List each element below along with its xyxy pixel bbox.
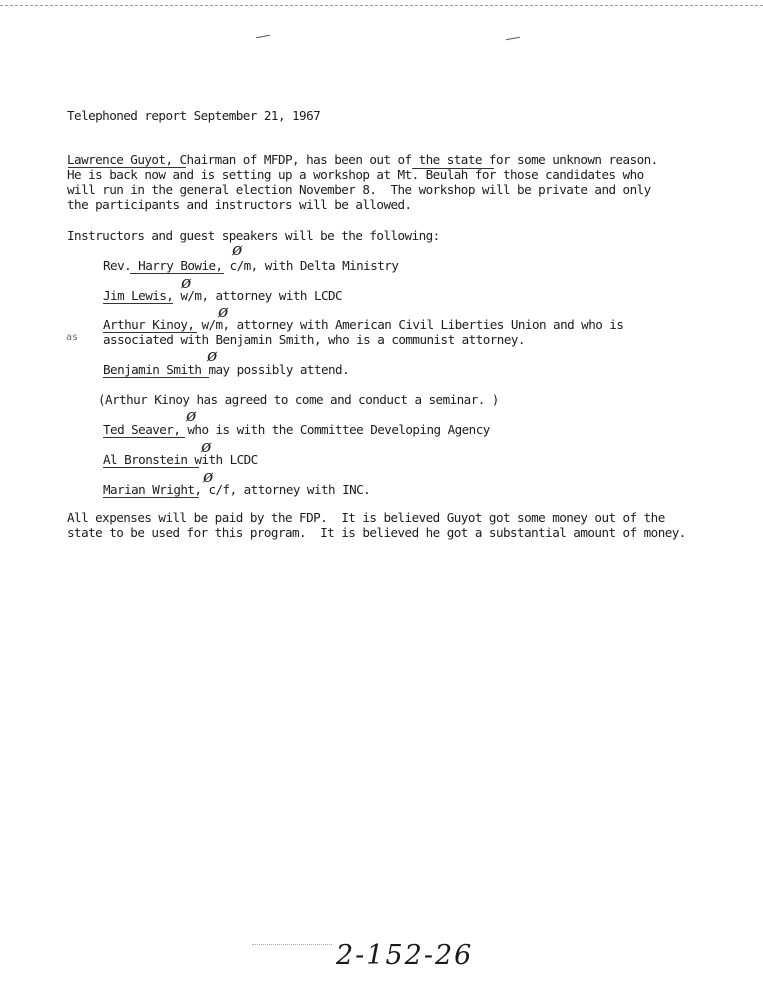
underline-bronstein	[103, 467, 199, 468]
entry-kinoy-note: (Arthur Kinoy has agreed to come and conduct a seminar. )	[98, 392, 499, 407]
handwritten-mark: ø	[207, 346, 218, 366]
handwritten-mark: ø	[218, 302, 229, 322]
entry-bronstein: Al Bronstein with LCDC	[103, 452, 258, 467]
underline-kinoy	[103, 332, 197, 333]
entry-lewis: Jim Lewis, w/m, attorney with LCDC	[103, 288, 343, 303]
scan-mark	[506, 37, 520, 40]
handwritten-mark: ø	[203, 467, 214, 487]
handwritten-mark: ø	[181, 273, 192, 293]
entry-wright: Marian Wright, c/f, attorney with INC.	[103, 482, 371, 497]
handwritten-mark: ø	[186, 406, 197, 426]
underline-lewis	[103, 303, 173, 304]
top-border	[0, 5, 763, 6]
entry-smith: Benjamin Smith may possibly attend.	[103, 362, 350, 377]
report-header: Telephoned report September 21, 1967	[67, 108, 321, 123]
file-number: 2-152-26	[336, 940, 474, 971]
underline-bowie	[130, 273, 224, 274]
underline-beulah	[412, 168, 494, 169]
entry-kinoy-line2: associated with Benjamin Smith, who is a communist attorney.	[103, 332, 525, 347]
entry-kinoy-line1: Arthur Kinoy, w/m, attorney with American Civil Liberties Union and who is	[103, 317, 624, 332]
intro-line: He is back now and is setting up a workshop at Mt. Beulah for those candidates who	[67, 167, 644, 182]
underline-seaver	[103, 437, 185, 438]
scan-mark	[256, 35, 270, 38]
intro-line: the participants and instructors will be allowed.	[67, 197, 412, 212]
intro-line: Lawrence Guyot, Chairman of MFDP, has been out of the state for some unknown reason.	[67, 152, 658, 167]
intro-line: will run in the general election November 8. The workshop will be private and only	[67, 182, 651, 197]
entry-bowie: Rev. Harry Bowie, c/m, with Delta Ministry	[103, 258, 399, 273]
closing-line: state to be used for this program. It is believed he got a substantial amount of money.	[67, 525, 686, 540]
underline-smith	[103, 377, 209, 378]
underline-wright	[103, 497, 199, 498]
handwritten-mark: ø	[201, 437, 212, 457]
footer-dots	[252, 944, 332, 945]
entry-seaver: Ted Seaver, who is with the Committee Developing Agency	[103, 422, 490, 437]
margin-note: as	[66, 332, 79, 343]
underline-guyot	[68, 167, 186, 168]
closing-line: All expenses will be paid by the FDP. It is believed Guyot got some money out of the	[67, 510, 665, 525]
intro-paragraph	[67, 152, 727, 212]
instructors-intro: Instructors and guest speakers will be the following:	[67, 228, 440, 243]
closing-paragraph	[67, 510, 727, 540]
handwritten-mark: ø	[232, 240, 243, 260]
